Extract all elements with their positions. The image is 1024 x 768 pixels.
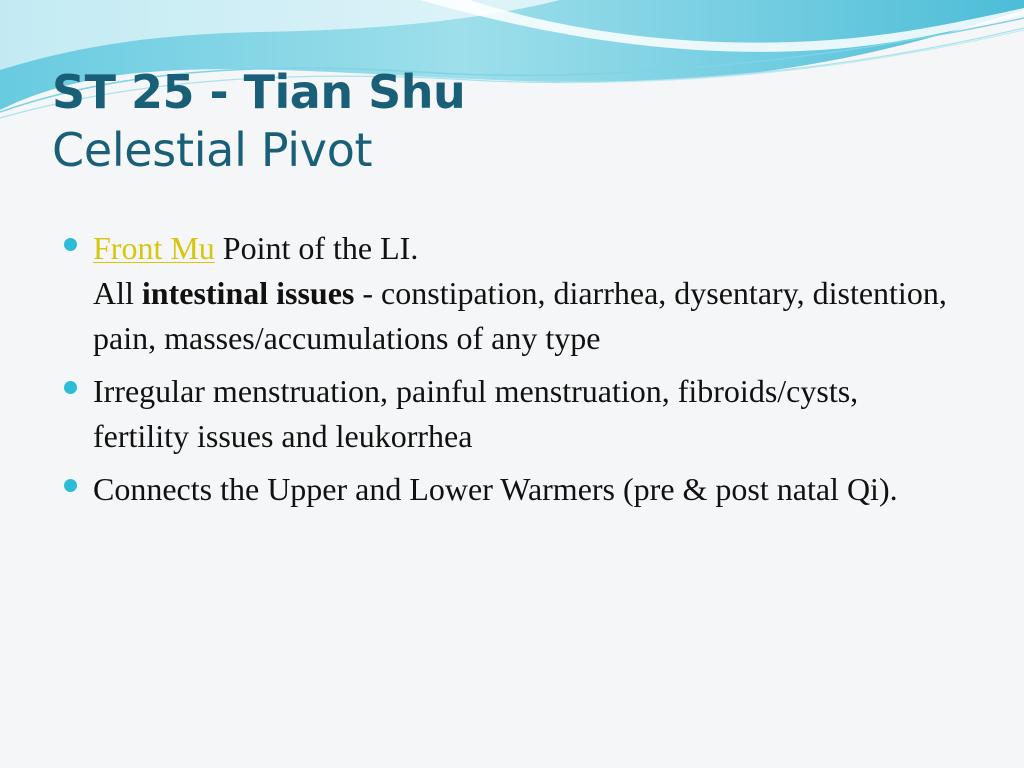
bullet-item-warmers	[64, 467, 954, 512]
slide-title: ST 25 - Tian Shu	[52, 65, 466, 119]
title-block	[52, 62, 952, 178]
bullet-text-bold: intestinal issues	[141, 275, 355, 311]
bullet-text-line2-prefix: All	[93, 275, 142, 311]
bullet-item-front-mu	[64, 226, 954, 361]
slide-subtitle: Celestial Pivot	[52, 123, 373, 177]
bullet-list	[64, 226, 954, 520]
bullet-text-line2-rest: - constipation, diarrhea, dysentary, distention, pain, masses/accumulations of any type	[93, 275, 947, 356]
bullet-dot-icon	[64, 381, 77, 394]
bullet-dot-icon	[64, 479, 77, 492]
front-mu-link[interactable]: Front Mu	[93, 230, 215, 266]
bullet-text: Connects the Upper and Lower Warmers (pre & post natal Qi).	[93, 471, 898, 507]
bullet-item-menstruation	[64, 369, 954, 459]
bullet-text-line1: Point of the LI.	[214, 230, 419, 266]
bullet-dot-icon	[64, 238, 77, 251]
bullet-text: Irregular menstruation, painful menstruation, fibroids/cysts, fertility issues and leukorrhea	[93, 373, 859, 454]
